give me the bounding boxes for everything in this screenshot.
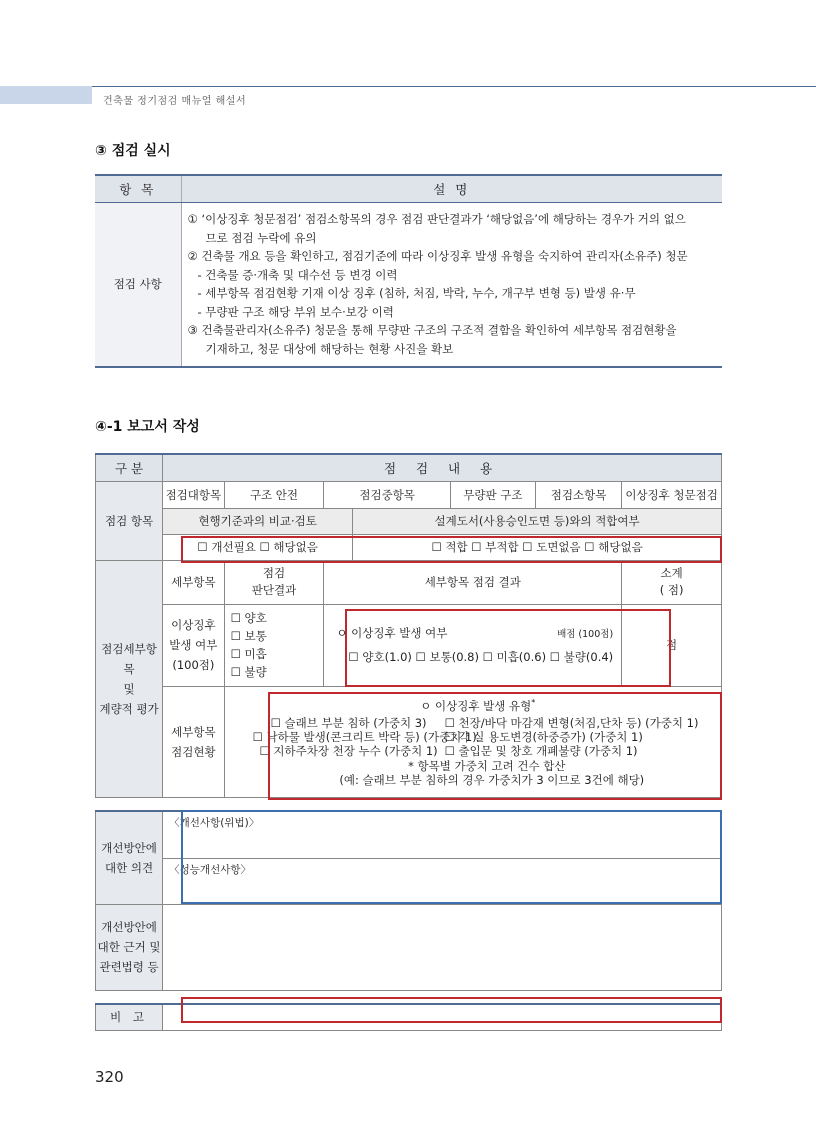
judge-options[interactable]: [224, 604, 324, 686]
report-table: [95, 453, 722, 1031]
eval-label: [96, 560, 163, 797]
inspection-table: [95, 174, 722, 368]
anomaly-result: [324, 604, 622, 686]
judge-col-line: 점검: [262, 566, 286, 580]
row-label: 점검 사항: [95, 202, 181, 367]
type-option[interactable]: ☐ 지하주차장 천장 누수 (가중치 1): [259, 744, 438, 759]
desc-line: - 세부항목 점검현황 기재 이상 징후 (침하, 처짐, 박락, 누수, 개구부 변형 등) 발생 유·무: [197, 286, 636, 301]
subtotal-col-line: 소계: [660, 566, 683, 580]
sub-col-header: 세부항목: [163, 560, 224, 604]
subtotal-col-header: [622, 560, 722, 604]
basis-line: 개선방안에: [101, 920, 157, 934]
major-label: 점검대항목: [163, 481, 224, 508]
type-option[interactable]: ☐ 낙하물 발생(콘크리트 박락 등) (가중치 1): [252, 730, 477, 745]
points-cell[interactable]: 점: [622, 604, 722, 686]
type-footnote-mark: *: [531, 697, 536, 707]
compare-options[interactable]: ☐ 개선필요 ☐ 해당없음: [163, 534, 353, 560]
judge-option[interactable]: ☐ 미흡: [230, 647, 267, 661]
type-option[interactable]: ☐ 각 실 용도변경(하중증가) (가중치 1): [444, 730, 643, 745]
desc-line: - 무량판 구조 해당 부위 보수·보강 이력: [197, 304, 394, 319]
desc-line: - 건축물 증·개축 및 대수선 등 변경 이력: [197, 267, 398, 282]
section-4-title: ④-1 보고서 작성: [95, 419, 200, 435]
header-rule: [92, 86, 816, 87]
running-title: 건축물 정기점검 매뉴얼 해설서: [103, 96, 247, 107]
anomaly-item: [163, 604, 224, 686]
mid-label: 점검중항목: [324, 481, 450, 508]
col-div-header: 구 분: [96, 454, 163, 481]
grade-options[interactable]: ☐ 양호(1.0) ☐ 보통(0.8) ☐ 미흡(0.6) ☐ 불량(0.4): [348, 650, 614, 664]
result-col-header: 세부항목 점검 결과: [324, 560, 622, 604]
anomaly-types: [224, 686, 721, 797]
anomaly-line: 발생 여부: [169, 638, 218, 652]
judge-col-line: 판단결과: [251, 583, 297, 597]
col-desc-header: 설 명: [181, 175, 722, 202]
status-line: 점검현황: [171, 744, 216, 759]
desc-line: ② 건축물 개요 등을 확인하고, 점검기준에 따라 이상징후 발생 유형을 숙지하여 관리자(소유주) 청문: [187, 249, 688, 264]
improve-performance-field[interactable]: 〈성능개선사항〉: [163, 858, 722, 904]
opinion-line: 대한 의견: [105, 860, 154, 875]
col-content-header: 점 검 내 용: [163, 454, 722, 481]
score-note: 배점 (100점): [557, 629, 614, 640]
subtotal-col-line: ( 점): [659, 583, 684, 597]
improve-violation-field[interactable]: 〈개선사항(위법)〉: [163, 811, 722, 858]
eval-label-line: 계량적 평가: [99, 701, 159, 716]
desc-line: ③ 건축물관리자(소유주) 청문을 통해 무량판 구조의 구조적 결함을 확인하여 세부항목 점검현황을: [187, 323, 677, 338]
type-option[interactable]: ☐ 슬래브 부분 침하 (가중치 3): [270, 716, 427, 730]
compare-label: 현행기준과의 비교·검토: [163, 508, 353, 534]
type-option[interactable]: ☐ 천장/바닥 마감재 변형(처짐,단차 등) (가중치 1): [444, 716, 699, 730]
page-number: 320: [95, 1068, 124, 1086]
anomaly-result-row: [336, 625, 613, 641]
type-row: [235, 716, 721, 730]
item-label: 점검 항목: [96, 481, 163, 560]
minor-value: 이상징후 청문점검: [622, 481, 722, 508]
design-options[interactable]: ☐ 적합 ☐ 부적합 ☐ 도면없음 ☐ 해당없음: [353, 534, 722, 560]
col-item-header: 항 목: [95, 175, 181, 202]
minor-label: 점검소항목: [535, 481, 621, 508]
major-value: 구조 안전: [224, 481, 324, 508]
anomaly-question: ㅇ 이상징후 발생 여부: [336, 626, 448, 640]
type-option[interactable]: ☐ 출입문 및 창호 개폐불량 (가중치 1): [444, 744, 638, 759]
basis-label: [96, 904, 163, 990]
desc-line: ① ‘이상징후 청문점검’ 점검소항목의 경우 점검 판단결과가 ‘해당없음’에 해당하는 경우가 거의 없으: [187, 212, 686, 227]
judge-option[interactable]: ☐ 보통: [230, 629, 267, 643]
eval-label-line: 및: [123, 681, 135, 696]
basis-field[interactable]: [163, 904, 722, 990]
remarks-label: 비 고: [96, 1004, 163, 1030]
status-item: [163, 686, 224, 797]
type-row: [235, 730, 721, 744]
type-note: * 항목별 가중치 고려 건수 합산: [408, 758, 566, 773]
eval-label-line: 점검세부항목: [101, 641, 157, 676]
desc-line: 기재하고, 청문 대상에 해당하는 현황 사진을 확보: [205, 341, 454, 356]
anomaly-line: (100점): [172, 658, 215, 672]
basis-line: 관련법령 등: [99, 960, 159, 974]
type-note: (예: 슬래브 부분 침하의 경우 가중치가 3 이므로 3건에 해당): [339, 772, 645, 787]
design-label: 설계도서(사용승인도면 등)와의 적합여부: [353, 508, 722, 534]
judge-col-header: [224, 560, 324, 604]
description-cell: [181, 202, 722, 367]
judge-option[interactable]: ☐ 불량: [230, 665, 267, 679]
type-title: ㅇ 이상징후 발생 유형: [420, 698, 532, 713]
section-3-title: ③ 점검 실시: [95, 143, 171, 159]
status-line: 세부항목: [171, 724, 216, 739]
type-title-row: [235, 696, 721, 713]
mid-value: 무량판 구조: [450, 481, 535, 508]
desc-line: 므로 점검 누락에 유의: [205, 230, 317, 245]
basis-line: 대한 근거 및: [97, 940, 161, 954]
table-gap: [96, 797, 722, 811]
remarks-field[interactable]: [163, 1004, 722, 1030]
opinion-line: 개선방안에: [101, 840, 157, 855]
anomaly-line: 이상징후: [171, 618, 216, 632]
opinion-label: [96, 811, 163, 904]
table-gap: [96, 990, 722, 1004]
judge-option[interactable]: ☐ 양호: [230, 611, 267, 625]
header-accent-bar: [0, 86, 92, 104]
type-row: [235, 744, 721, 758]
